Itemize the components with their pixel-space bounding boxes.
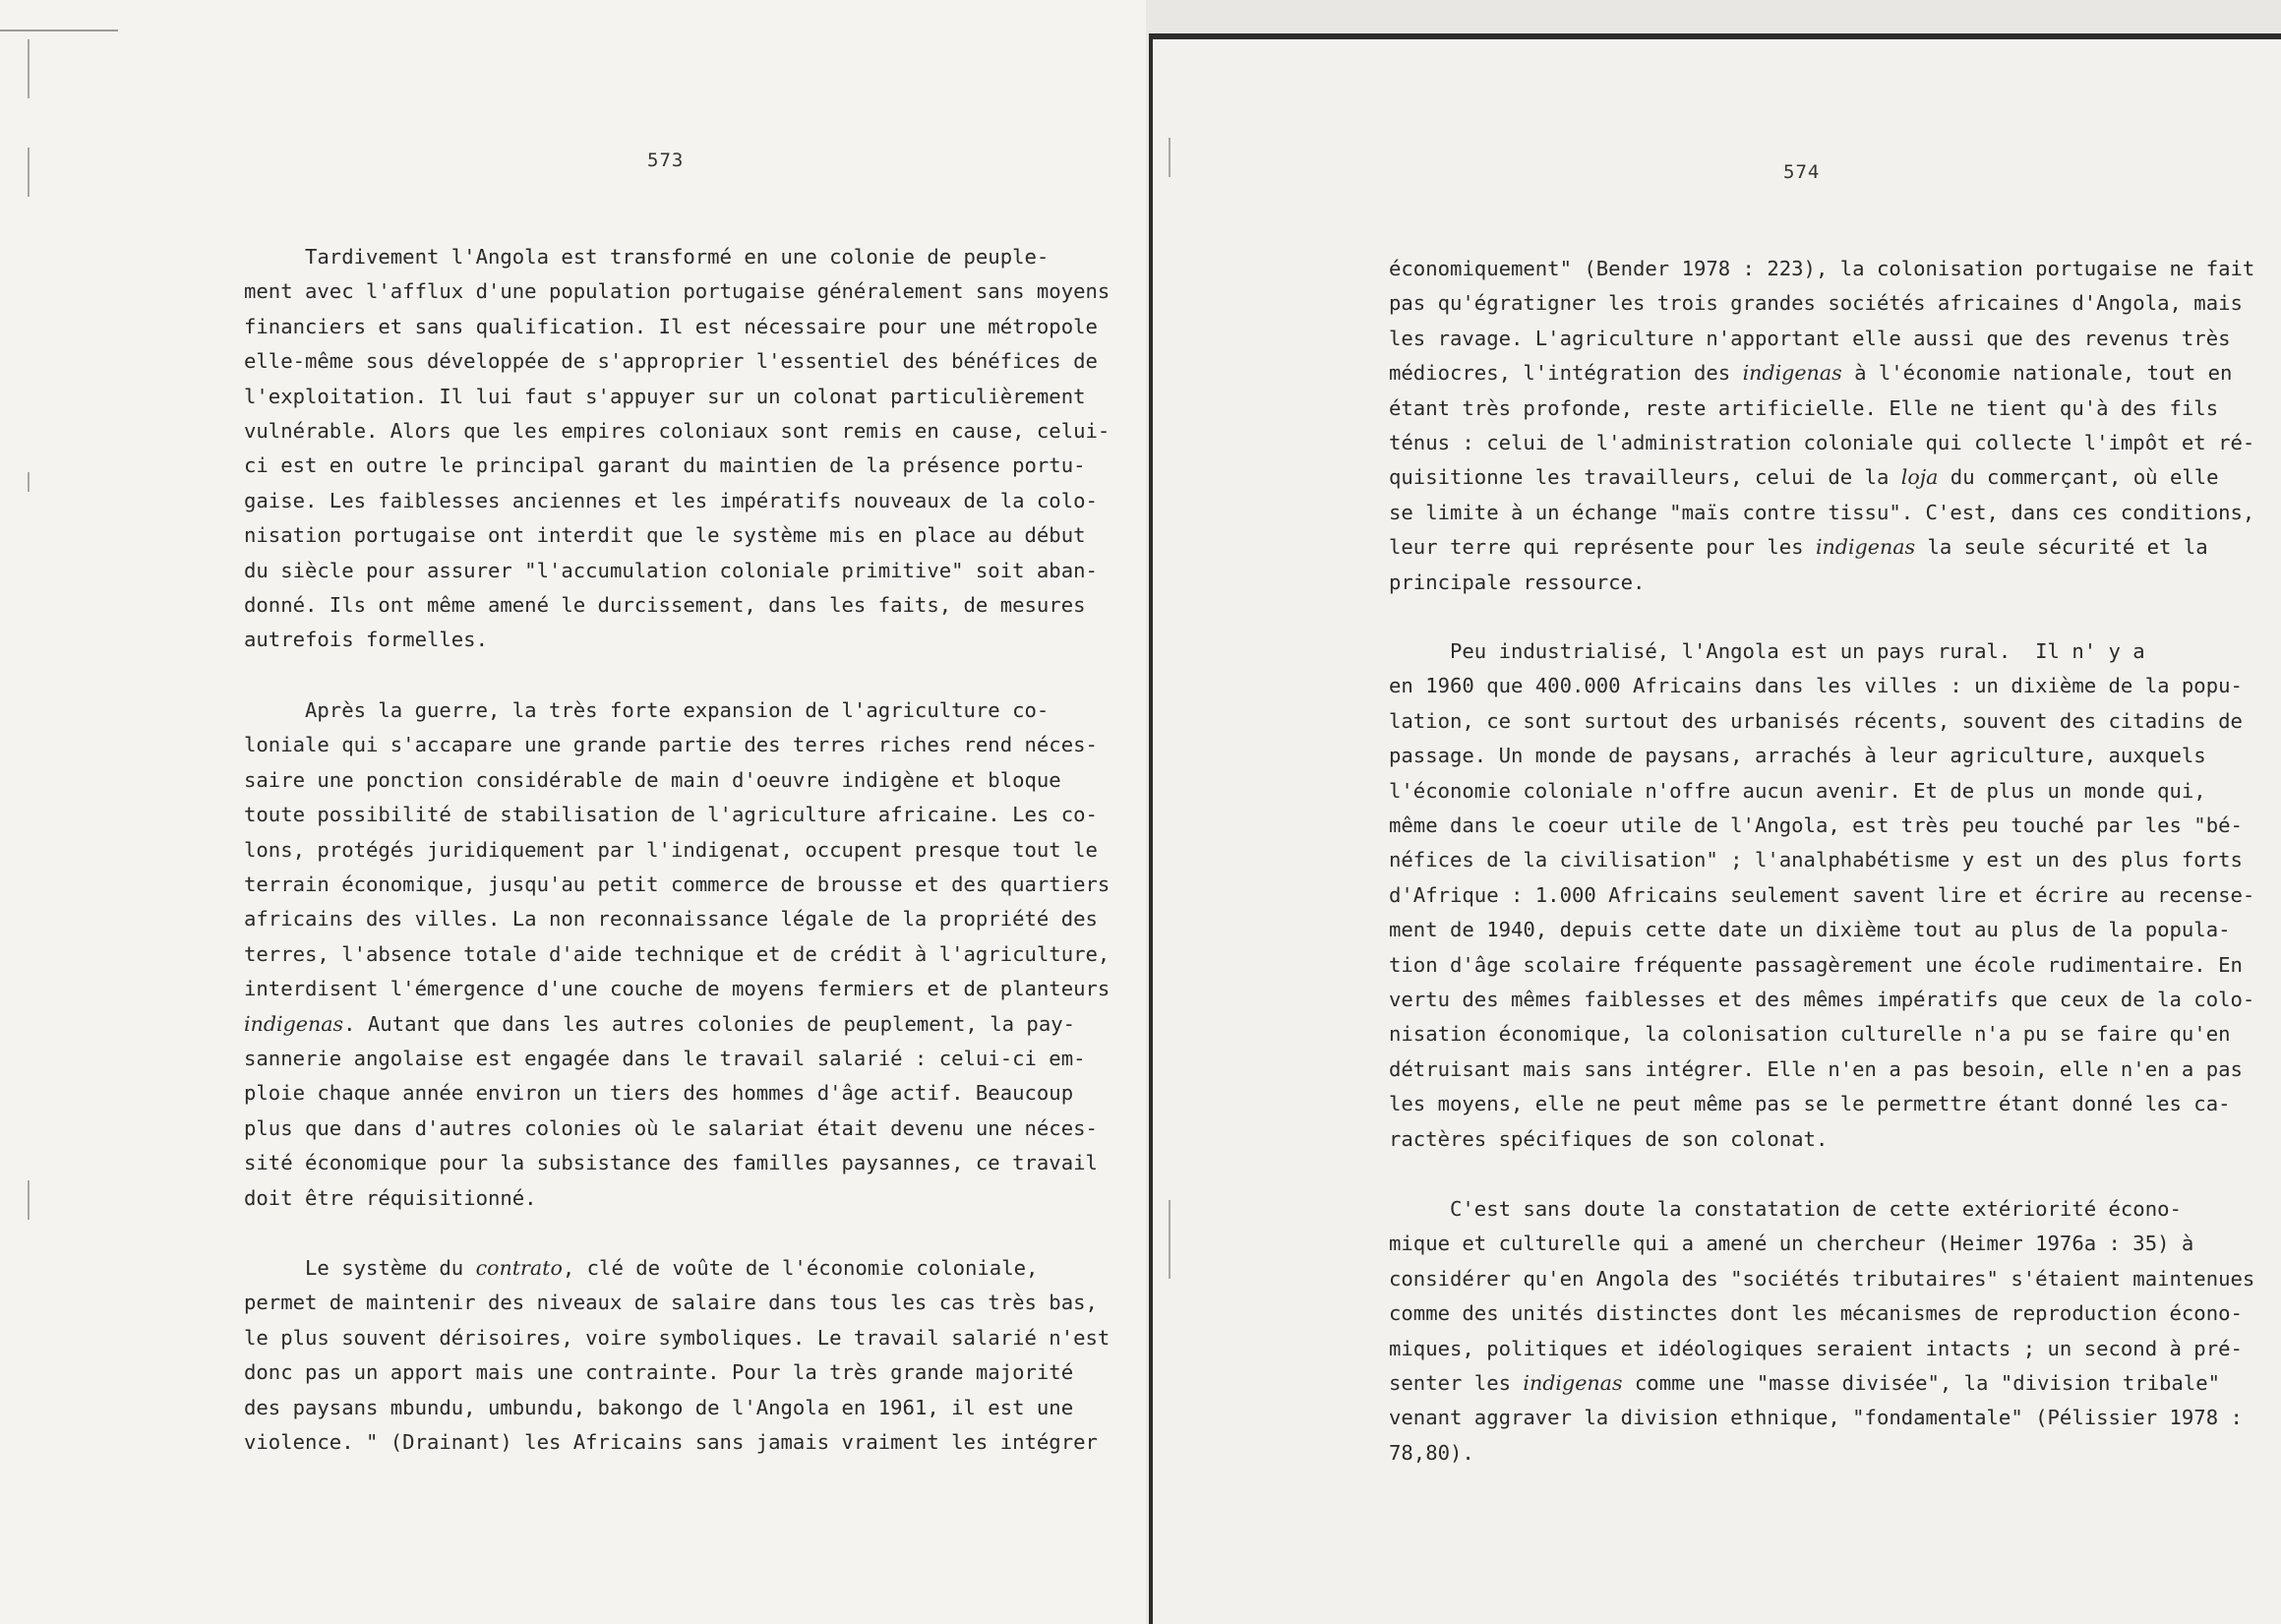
text-line: ci est en outre le principal garant du maintien de la présence portu-	[244, 453, 1086, 478]
right-page	[1149, 33, 2281, 1624]
text-line: même dans le coeur utile de l'Angola, est très peu touché par les "bé-	[1389, 813, 2243, 838]
margin-mark	[28, 39, 30, 98]
margin-mark	[28, 1180, 30, 1220]
text-line: donc pas un apport mais une contrainte. Pour la très grande majorité	[244, 1360, 1074, 1385]
text-line: les ravage. L'agriculture n'apportant elle aussi que des revenus très	[1389, 326, 2231, 350]
text-line: leur terre qui représente pour les indigenas la seule sécurité et la	[1389, 535, 2208, 560]
text-line: pas qu'égratigner les trois grandes sociétés africaines d'Angola, mais	[1389, 291, 2243, 316]
text-line: médiocres, l'intégration des indigenas à l'économie nationale, tout en	[1389, 361, 2233, 386]
text-line: ploie chaque année environ un tiers des hommes d'âge actif. Beaucoup	[244, 1081, 1074, 1106]
text-line: ment avec l'afflux d'une population portugaise généralement sans moyens	[244, 279, 1110, 304]
italic-term: loja	[1900, 465, 1939, 490]
text-line: se limite à un échange "maïs contre tissu". C'est, dans ces conditions,	[1389, 500, 2255, 524]
text-line: loniale qui s'accapare une grande partie des terres riches rend néces-	[244, 733, 1098, 757]
text-line: terrain économique, jusqu'au petit commerce de brousse et des quartiers	[244, 872, 1110, 897]
text-line: saire une ponction considérable de main d'oeuvre indigène et bloque	[244, 767, 1061, 792]
text-line: passage. Un monde de paysans, arrachés à leur agriculture, auxquels	[1389, 744, 2206, 768]
text-line: toute possibilité de stabilisation de l'agriculture africaine. Les co-	[244, 803, 1098, 827]
text-line: l'exploitation. Il lui faut s'appuyer sur un colonat particulièrement	[244, 384, 1086, 408]
text-line: économiquement" (Bender 1978 : 223), la colonisation portugaise ne fait	[1389, 257, 2255, 280]
text-line: senter les indigenas comme une "masse divisée", la "division tribale"	[1389, 1371, 2221, 1396]
text-line: venant aggraver la division ethnique, "fondamentale" (Pélissier 1978 :	[1389, 1406, 2243, 1430]
italic-term: indigenas	[1742, 361, 1842, 386]
text-line: vulnérable. Alors que les empires coloniaux sont remis en cause, celui-	[244, 419, 1110, 444]
paragraph	[1389, 252, 2254, 600]
text-line: plus que dans d'autres colonies où le salariat était devenu une néces-	[244, 1115, 1098, 1140]
text-line: comme des unités distinctes dont les mécanismes de reproduction écono-	[1389, 1301, 2243, 1326]
text-line: considérer qu'en Angola des "sociétés tributaires" s'étaient maintenues	[1389, 1266, 2255, 1291]
text-line: gaise. Les faiblesses anciennes et les impératifs nouveaux de la colo-	[244, 488, 1098, 512]
margin-mark	[1169, 138, 1171, 177]
text-line: C'est sans doute la constatation de cette extériorité écono-	[1389, 1197, 2182, 1221]
paragraph	[1389, 634, 2254, 1157]
text-line: tion d'âge scolaire fréquente passagèrement une école rudimentaire. En	[1389, 952, 2243, 977]
text-line: violence. " (Drainant) les Africains sans jamais vraiment les intégrer	[244, 1430, 1098, 1455]
text-line: autrefois formelles.	[244, 628, 488, 652]
paragraph	[244, 1251, 1110, 1460]
text-line: nisation économique, la colonisation culturelle n'a pu se faire qu'en	[1389, 1022, 2231, 1047]
text-line: détruisant mais sans intégrer. Elle n'en a pas besoin, elle n'en a pas	[1389, 1056, 2243, 1081]
text-line: miques, politiques et idéologiques seraient intacts ; un second à pré-	[1389, 1336, 2243, 1360]
text-line: indigenas. Autant que dans les autres colonies de peuplement, la pay-	[244, 1011, 1076, 1036]
text-line: mique et culturelle qui a amené un chercheur (Heimer 1976a : 35) à	[1389, 1232, 2194, 1256]
text-line: permet de maintenir des niveaux de salaire dans tous les cas très bas,	[244, 1291, 1098, 1315]
text-line: sité économique pour la subsistance des familles paysannes, ce travail	[244, 1151, 1098, 1175]
top-rule-divider	[0, 30, 118, 31]
text-line: l'économie coloniale n'offre aucun avenir. Et de plus un monde qui,	[1389, 778, 2206, 803]
text-line: étant très profonde, reste artificielle. Elle ne tient qu'à des fils	[1389, 395, 2219, 420]
text-line: africains des villes. La non reconnaissance légale de la propriété des	[244, 907, 1098, 932]
text-line: ractères spécifiques de son colonat.	[1389, 1126, 1829, 1151]
margin-mark	[28, 472, 30, 492]
text-line: en 1960 que 400.000 Africains dans les villes : un dixième de la popu-	[1389, 674, 2243, 698]
paragraph	[1389, 1192, 2254, 1471]
text-line: 78,80).	[1389, 1440, 1474, 1465]
text-line: quisitionne les travailleurs, celui de la loja du commerçant, où elle	[1389, 465, 2219, 490]
text-line: Le système du contrato, clé de voûte de l'économie coloniale,	[244, 1256, 1039, 1280]
page-number: 574	[1783, 161, 1821, 183]
text-line: lation, ce sont surtout des urbanisés récents, souvent des citadins de	[1389, 708, 2243, 733]
italic-term: indigenas	[1523, 1371, 1623, 1396]
page-number: 573	[647, 150, 685, 171]
text-line: les moyens, elle ne peut même pas se le permettre étant donné les ca-	[1389, 1092, 2231, 1116]
text-line: doit être réquisitionné.	[244, 1185, 537, 1210]
italic-term: indigenas	[244, 1011, 344, 1036]
text-line: ment de 1940, depuis cette date un dixième tout au plus de la popula-	[1389, 918, 2231, 942]
italic-term: contrato	[475, 1256, 563, 1280]
text-line: des paysans mbundu, umbundu, bakongo de l'Angola en 1961, il est une	[244, 1395, 1074, 1419]
text-line: du siècle pour assurer "l'accumulation coloniale primitive" soit aban-	[244, 558, 1098, 582]
text-line: Peu industrialisé, l'Angola est un pays rural. Il n' y a	[1389, 639, 2145, 663]
text-line: néfices de la civilisation" ; l'analphabétisme y est un des plus forts	[1389, 848, 2243, 872]
text-line: lons, protégés juridiquement par l'indigenat, occupent presque tout le	[244, 837, 1098, 862]
text-line: sannerie angolaise est engagée dans le travail salarié : celui-ci em-	[244, 1047, 1086, 1071]
text-line: le plus souvent dérisoires, voire symboliques. Le travail salarié n'est	[244, 1325, 1110, 1350]
paragraph	[244, 240, 1110, 658]
text-line: ténus : celui de l'administration coloniale qui collecte l'impôt et ré-	[1389, 431, 2255, 455]
margin-mark	[28, 148, 30, 197]
text-line: Après la guerre, la très forte expansion de l'agriculture co-	[244, 698, 1050, 722]
text-line: d'Afrique : 1.000 Africains seulement savent lire et écrire au recense-	[1389, 882, 2255, 907]
text-line: elle-même sous développée de s'approprier l'essentiel des bénéfices de	[244, 349, 1098, 374]
text-line: nisation portugaise ont interdit que le système mis en place au début	[244, 523, 1086, 548]
text-line: terres, l'absence totale d'aide technique et de crédit à l'agriculture,	[244, 941, 1110, 966]
text-line: principale ressource.	[1389, 570, 1646, 594]
italic-term: indigenas	[1815, 535, 1916, 560]
text-line: vertu des mêmes faiblesses et des mêmes impératifs que ceux de la colo-	[1389, 988, 2255, 1012]
text-line: financiers et sans qualification. Il est nécessaire pour une métropole	[244, 314, 1098, 338]
margin-mark	[1169, 1200, 1171, 1279]
text-line: donné. Ils ont même amené le durcissement, dans les faits, de mesures	[244, 593, 1086, 618]
paragraph	[244, 693, 1110, 1216]
text-line: Tardivement l'Angola est transformé en une colonie de peuple-	[244, 245, 1050, 269]
text-line: interdisent l'émergence d'une couche de moyens fermiers et de planteurs	[244, 977, 1110, 1001]
